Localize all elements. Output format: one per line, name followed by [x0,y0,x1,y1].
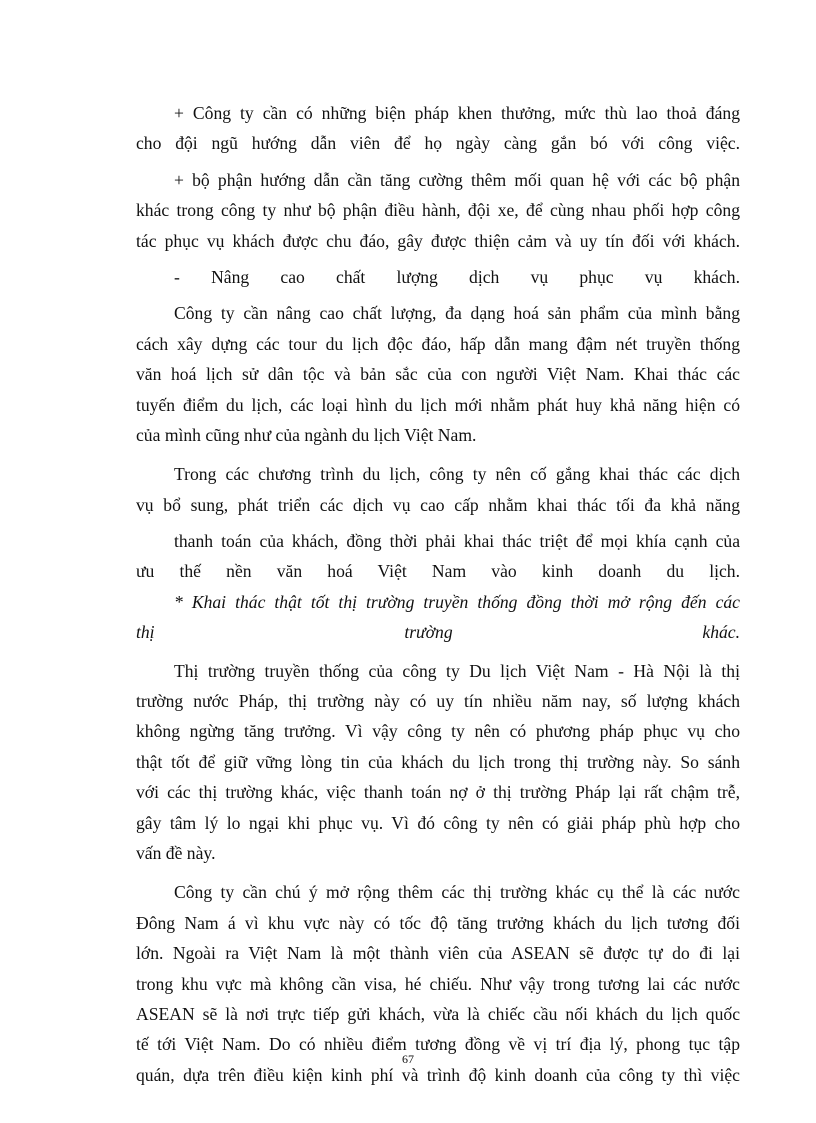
text-line: cho đội ngũ hướng dẫn viên để họ ngày càng gắn bó với công việc. [136,133,740,154]
text-line: của mình cũng như của ngành du lịch Việt Nam. [136,424,477,445]
text-line: trường nước Pháp, thị trường này có uy tín nhiều năm nay, số lượng khách [136,691,740,712]
paragraph-service-quality-heading [136,262,740,292]
text-line: * Khai thác thật tốt thị trường truyền thống đồng thời mở rộng đến các [174,591,740,612]
text-line: tế tới Việt Nam. Do có nhiều điểm tương đồng về vị trí địa lý, phong tục tập [136,1034,740,1055]
paragraph-staff-rewards [136,98,740,159]
text-line: khác trong công ty như bộ phận điều hành, đội xe, để cùng nhau phối hợp công [136,200,740,221]
paragraph-market-expansion-heading [136,587,740,648]
text-line: gây tâm lý lo ngại khi phục vụ. Vì đó công ty nên có giải pháp phù hợp cho [136,812,740,833]
text-line: với các thị trường khác, việc thanh toán nợ ở thị trường Pháp lại rất chậm trễ, [136,782,740,803]
text-line: văn hoá lịch sử dân tộc và bản sắc của con người Việt Nam. Khai thác các [136,364,740,385]
text-line: không ngừng tăng trưởng. Vì vậy công ty nên có phương pháp phục vụ cho [136,721,740,742]
paragraph-product-diversification [136,298,740,450]
text-line: quán, dựa trên điều kiện kinh phí và trình độ kinh doanh của công ty thì việc [136,1064,740,1085]
text-line: thanh toán của khách, đồng thời phải khai thác triệt để mọi khía cạnh của [174,531,740,552]
text-line: vấn đề này. [136,842,216,863]
text-line: ưu thế nền văn hoá Việt Nam vào kinh doanh du lịch. [136,561,740,582]
text-line: thị trường khác. [136,622,740,643]
text-line: cách xây dựng các tour du lịch độc đáo, hấp dẫn mang đậm nét truyền thống [136,333,740,354]
text-line: + bộ phận hướng dẫn cần tăng cường thêm mối quan hệ với các bộ phận [174,169,740,190]
text-line: trong khu vực mà không cần visa, hé chiếu. Như vậy trong tương lai các nước [136,973,740,994]
document-page [136,98,740,1090]
text-line: Công ty cần chú ý mở rộng thêm các thị trường khác cụ thể là các nước [174,882,740,903]
paragraph-cultural-advantage [136,526,740,587]
page-number: 67 [402,1052,414,1066]
text-line: lớn. Ngoài ra Việt Nam là một thành viên của ASEAN sẽ được tự do đi lại [136,943,740,964]
paragraph-department-relations [136,165,740,256]
text-line: ASEAN sẽ là nơi trực tiếp gửi khách, vừa là chiếc cầu nối khách du lịch quốc [136,1003,740,1024]
text-line: Thị trường truyền thống của công ty Du lịch Việt Nam - Hà Nội là thị [174,660,740,681]
paragraph-traditional-market [136,656,740,869]
text-line: tuyến điểm du lịch, các loại hình du lịch mới nhằm phát huy khả năng hiện có [136,394,740,415]
text-line: + Công ty cần có những biện pháp khen thưởng, mức thù lao thoả đáng [174,103,740,123]
text-line: vụ bổ sung, phát triển các dịch vụ cao cấp nhằm khai thác tối đa khả năng [136,494,740,515]
paragraph-supplementary-services [136,459,740,520]
text-line: - Nâng cao chất lượng dịch vụ phục vụ khách. [174,266,740,287]
text-line: thật tốt để giữ vững lòng tin của khách du lịch trong thị trường này. So sánh [136,751,740,772]
text-line: tác phục vụ khách được chu đáo, gây được thiện cảm và uy tín đối với khách. [136,230,740,251]
text-line: Đông Nam á vì khu vực này có tốc độ tăng trưởng khách du lịch tương đối [136,912,740,933]
text-line: Công ty cần nâng cao chất lượng, đa dạng hoá sản phẩm của mình bằng [174,303,740,324]
text-line: Trong các chương trình du lịch, công ty nên cố gắng khai thác các dịch [174,464,740,485]
